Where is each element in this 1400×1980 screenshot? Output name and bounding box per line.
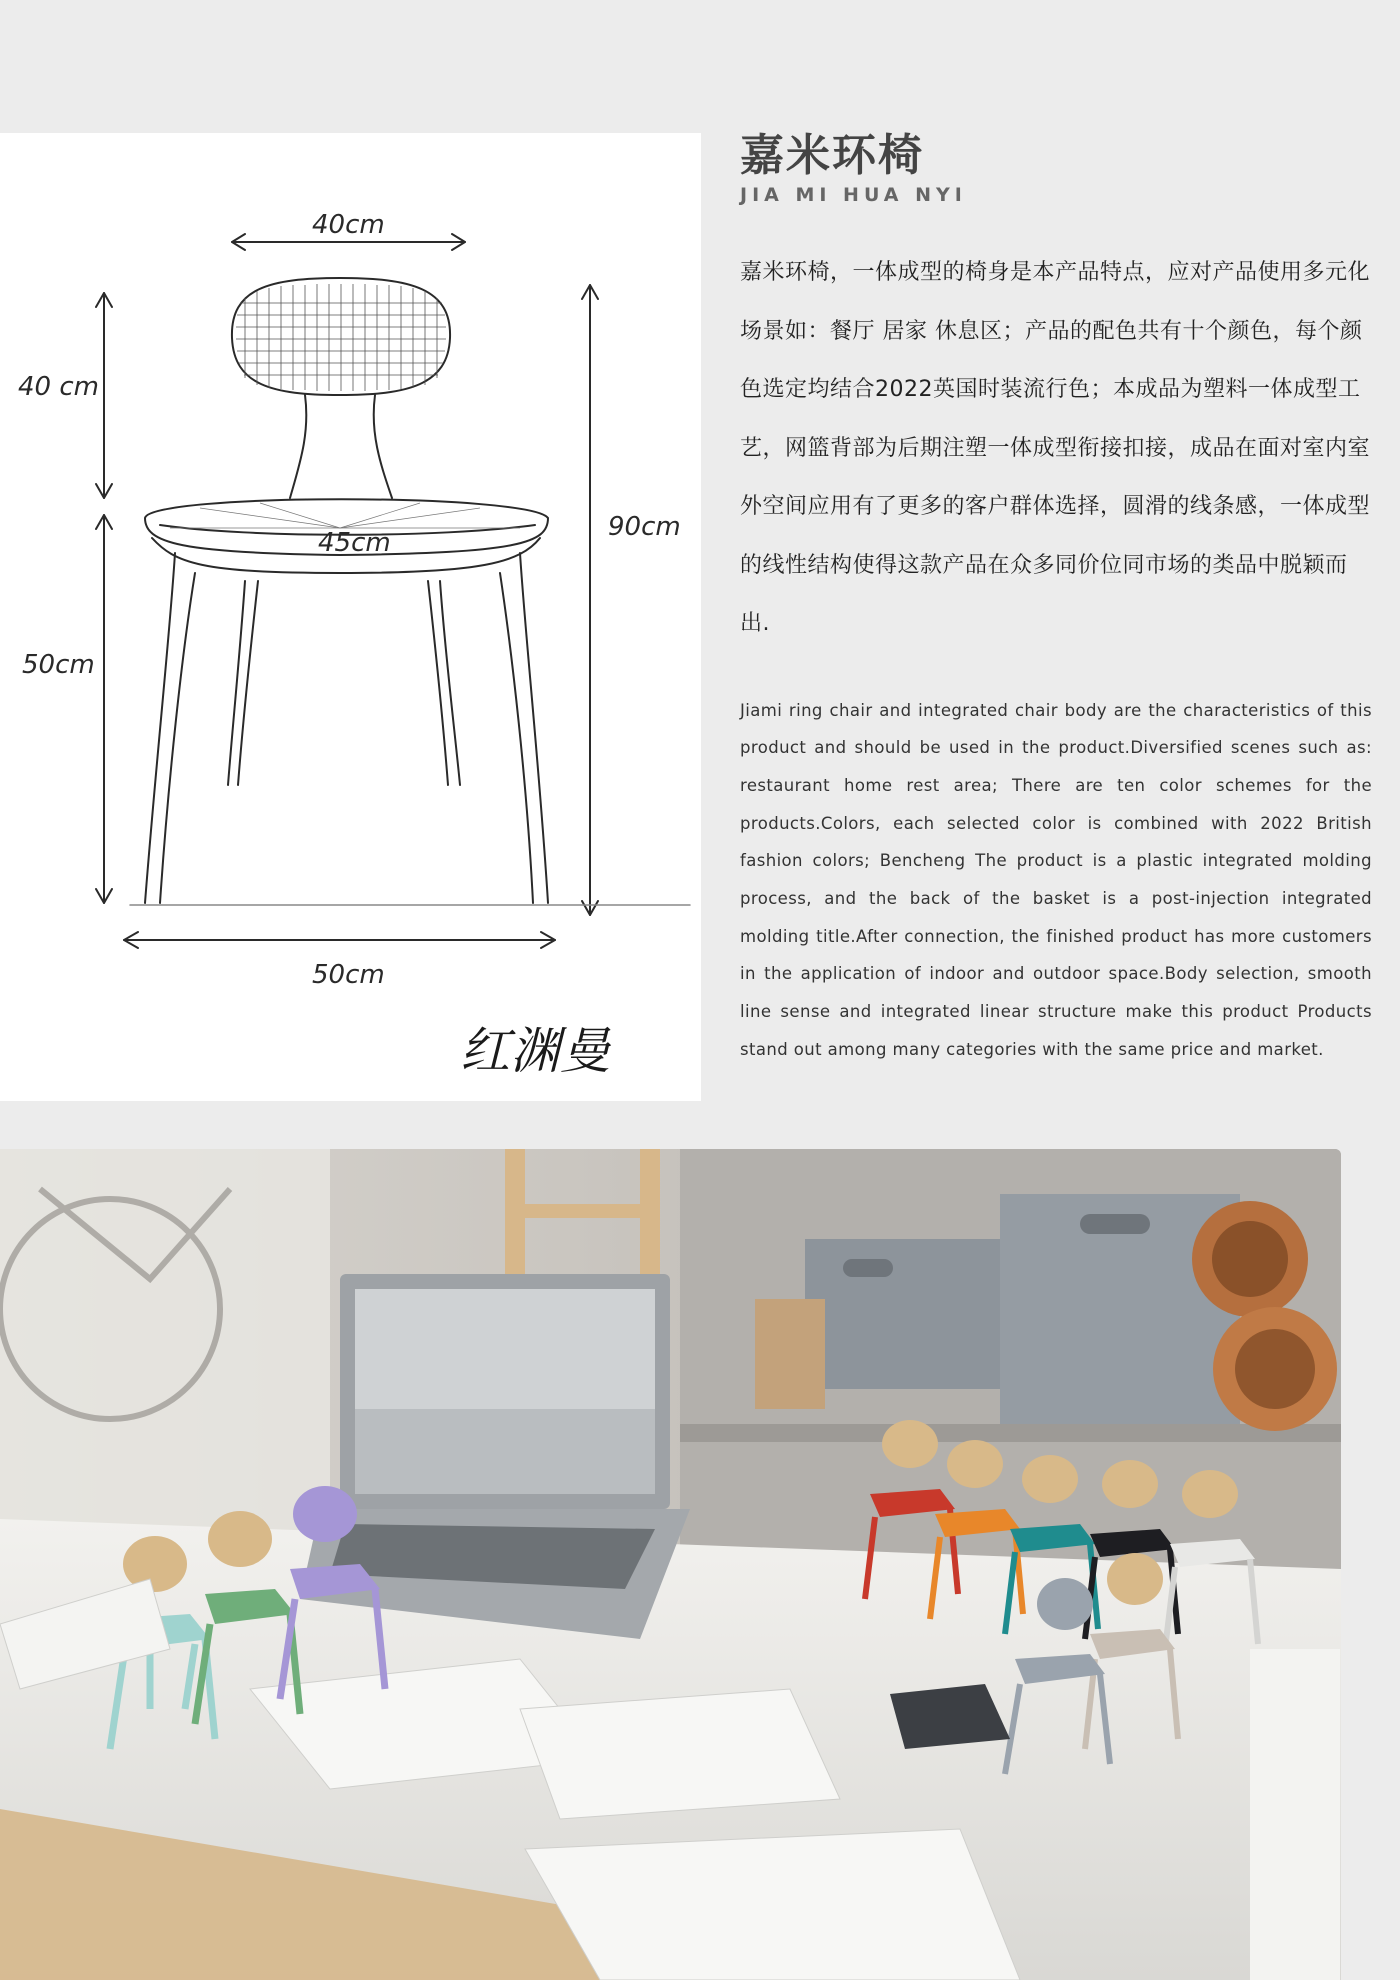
dim-label-backrest-height: 40 cm [18, 372, 99, 402]
product-title-en: JIA MI HUA NYI [740, 184, 967, 206]
designer-signature: 红渊曼 [460, 1022, 610, 1080]
backrest-mesh [236, 284, 446, 391]
chair-dimension-sketch [0, 133, 701, 1101]
dim-label-backrest-width: 40cm [312, 210, 385, 240]
dim-label-base-width: 50cm [312, 960, 385, 990]
description-en: Jiami ring chair and integrated chair body are the characteristics of this product and should be used in the product.Diversified scenes such as: restaurant home rest area; There are ten color schemes for the products.Colors, each selected color is combined with 2022 British fashion colors; Bencheng The product is a plastic integrated molding process, and the back of the basket is a post-injection integrated molding title.After connection, the finished product has more customers in the application of indoor and outdoor space.Body selection, smooth line sense and integrated linear structure make this product Products stand out among many categories with the same price and market. [740, 700, 1372, 1059]
scene-photo [0, 1149, 1341, 1980]
sketch-panel [0, 133, 701, 1101]
dim-label-total-height: 90cm [608, 512, 681, 542]
leg-back-right [428, 581, 460, 785]
leg-back-left [228, 581, 258, 785]
leg-front-left [145, 553, 195, 903]
product-title-cn: 嘉米环椅 [740, 130, 924, 181]
dim-label-seat-width: 45cm [318, 528, 391, 558]
text-column [740, 128, 1372, 1069]
dim-label-leg-height: 50cm [22, 650, 95, 680]
description-cn: 嘉米环椅，一体成型的椅身是本产品特点，应对产品使用多元化场景如：餐厅 居家 休息区；产品的配色共有十个颜色，每个颜色选定均结合2022英国时装流行色；本成品为塑料一体成型工艺，网篮背部为后期注塑一体成型衔接扣接，成品在面对室内室外空间应用有了更多的客户群体选择，圆滑的线条感，一体成型的线性结构使得这款产品在众多同价位同市场的类品中脱颖而出. [740, 260, 1371, 636]
leg-front-right [500, 553, 548, 903]
scene-illustration [0, 1149, 1341, 1980]
